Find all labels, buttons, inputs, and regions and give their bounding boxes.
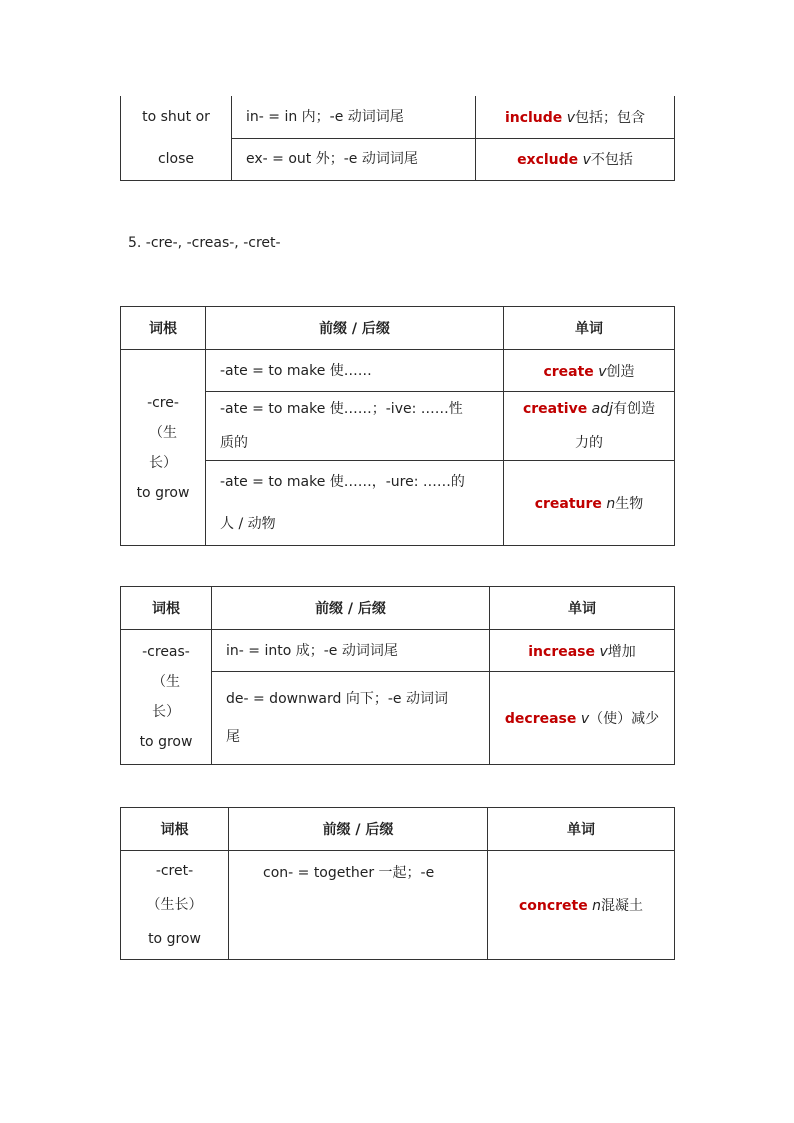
word-cell [476,96,675,138]
word-cell [504,350,675,392]
english-word: creature [534,496,602,512]
affix-text: in- = in 内；-e 动词词尾 [246,108,404,125]
affix-cell [232,138,476,180]
root-cell [121,96,232,181]
root-cell [121,350,206,546]
affix-cell [212,672,490,765]
header-affix: 前缀 / 后缀 [212,587,490,630]
root-table-creas [120,586,675,765]
affix-cell [206,461,504,546]
affix-cell [232,96,476,138]
root-line: （生长） [146,897,203,913]
header-root: 词根 [121,307,206,350]
root-line: -cret- [155,863,194,879]
root-cell [121,630,212,765]
root-line: close [157,151,195,167]
word-cell [490,672,675,765]
english-word: include [504,109,563,126]
affix-text: -ate = to make 使……；-ive: ……性 [220,401,463,417]
chinese-meaning: 创造 [606,363,635,380]
word-cell [504,461,675,546]
section-heading: 5. -cre-, -creas-, -cret- [128,235,281,251]
root-line: to grow [148,931,201,947]
affix-text: 尾 [226,729,240,745]
root-table-cret [120,807,675,960]
affix-text: de- = downward 向下；-e 动词词 [226,691,448,707]
part-of-speech: adj [591,401,614,417]
part-of-speech: v [582,152,591,169]
part-of-speech: v [580,711,590,727]
english-word: creative [522,401,588,417]
root-table-cre [120,306,675,546]
english-word: exclude [517,152,579,169]
word-cell [504,392,675,461]
root-line: 长） [152,704,180,720]
affix-cell [229,851,488,960]
affix-text: ex- = out 外；-e 动词词尾 [246,151,418,168]
root-line: （生 [152,674,180,690]
root-line: to grow [136,484,190,501]
header-word: 单词 [490,587,675,630]
affix-text: -ate = to make 使……，-ure: ……的 [220,474,465,490]
chinese-meaning: 生物 [615,496,644,512]
english-word: decrease [504,711,577,727]
header-root: 词根 [121,808,229,851]
chinese-meaning: 混凝土 [601,898,644,914]
header-root: 词根 [121,587,212,630]
part-of-speech: v [598,363,607,380]
part-of-speech: n [606,496,616,512]
word-cell [488,851,675,960]
header-word: 单词 [504,307,675,350]
chinese-meaning: 包括；包含 [575,109,646,126]
chinese-meaning: 增加 [607,643,636,660]
root-line: to grow [139,734,193,750]
english-word: concrete [518,898,588,914]
chinese-meaning: 有创造 [613,401,656,417]
root-table-clud [120,96,675,181]
part-of-speech: v [566,109,576,126]
affix-cell [212,630,490,672]
affix-cell [206,350,504,392]
header-word: 单词 [488,808,675,851]
root-line: （生 [149,424,177,441]
chinese-meaning: 不包括 [590,152,633,169]
affix-text: -ate = to make 使…… [220,362,372,379]
root-line: to shut or [142,109,210,125]
root-cell [121,851,229,960]
affix-text: 人 / 动物 [220,516,276,532]
root-line: -cre- [147,394,179,411]
affix-text: in- = into 成；-e 动词词尾 [226,642,398,659]
english-word: create [543,363,594,380]
english-word: increase [528,643,595,660]
word-cell [476,138,675,180]
root-line: 长） [149,454,177,471]
part-of-speech: n [592,898,602,914]
header-affix: 前缀 / 后缀 [206,307,504,350]
affix-text: con- = together 一起；-e [263,865,435,881]
root-line: -creas- [142,644,190,660]
part-of-speech: v [599,643,608,660]
chinese-meaning: 力的 [575,435,603,451]
word-cell [490,630,675,672]
affix-cell [206,392,504,461]
affix-text: 质的 [220,435,248,451]
chinese-meaning: （使）减少 [589,711,660,727]
header-affix: 前缀 / 后缀 [229,808,488,851]
